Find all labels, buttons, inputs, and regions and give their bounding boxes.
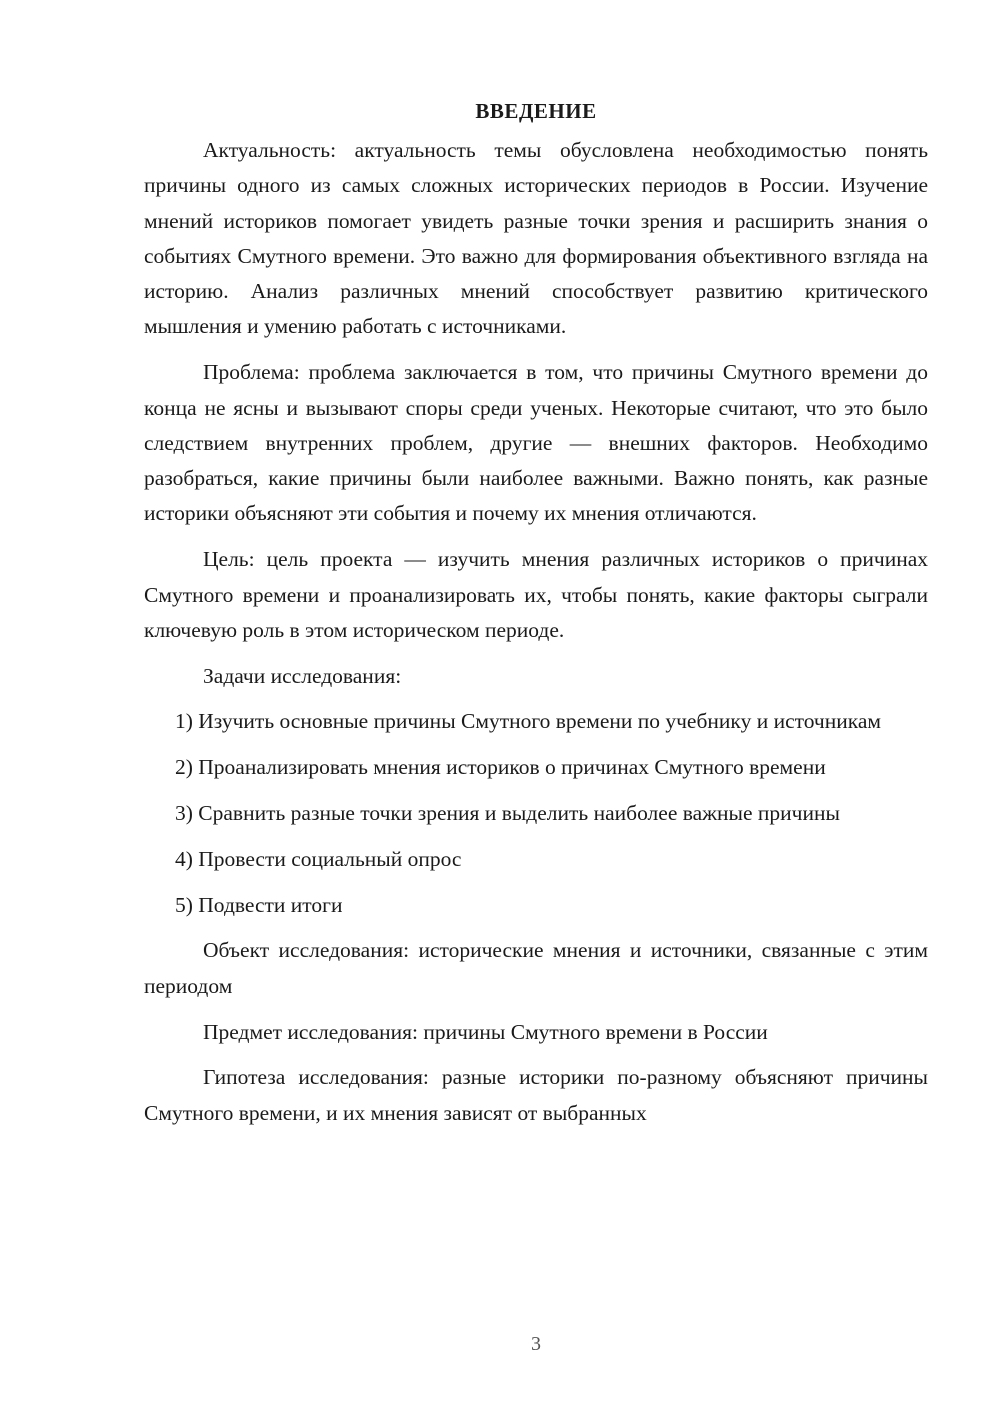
task-item-1: 1) Изучить основные причины Смутного времени по учебнику и источникам <box>175 709 882 734</box>
task-item-5: 5) Подвести итоги <box>175 892 343 917</box>
page-footer <box>0 1333 1000 1356</box>
problem-paragraph: Проблема: проблема заключается в том, что причины Смутного времени до конца не ясны и вызывают споры среди ученых. Некоторые считают, что это было следствием внутренних проблем, другие — внешних факторов. Необходимо разобраться, какие причины были наиболее важными. Важно понять, как разные историки объясняют эти события и почему их мнения отличаются. <box>144 360 928 526</box>
goal-paragraph: Цель: цель проекта — изучить мнения различных историков о причинах Смутного времени и проанализировать их, чтобы понять, какие факторы сыграли ключевую роль в этом историческом периоде. <box>144 547 928 642</box>
task-item-4: 4) Провести социальный опрос <box>175 846 462 871</box>
hypothesis-paragraph: Гипотеза исследования: разные историки по-разному объясняют причины Смутного времени, и их мнения зависят от выбранных <box>144 1065 928 1125</box>
object-paragraph: Объект исследования: исторические мнения и источники, связанные с этим периодом <box>144 938 928 998</box>
tasks-heading: Задачи исследования: <box>203 663 402 688</box>
subject-paragraph: Предмет исследования: причины Смутного времени в России <box>203 1019 768 1044</box>
relevance-paragraph: Актуальность: актуальность темы обусловлена необходимостью понять причины одного из самых сложных исторических периодов в России. Изучение мнений историков помогает увидеть разные точки зрения и расширить знания о событиях Смутного времени. Это важно для формирования объективного взгляда на историю. Анализ различных мнений способствует развитию критического мышления и умению работать с источниками. <box>144 138 928 339</box>
section-title: ВВЕДЕНИЕ <box>475 99 597 123</box>
task-item-2: 2) Проанализировать мнения историков о причинах Смутного времени <box>175 755 826 780</box>
task-item-3: 3) Сравнить разные точки зрения и выделить наиболее важные причины <box>175 801 840 826</box>
page-content <box>144 94 928 1131</box>
page-number: 3 <box>531 1333 541 1355</box>
